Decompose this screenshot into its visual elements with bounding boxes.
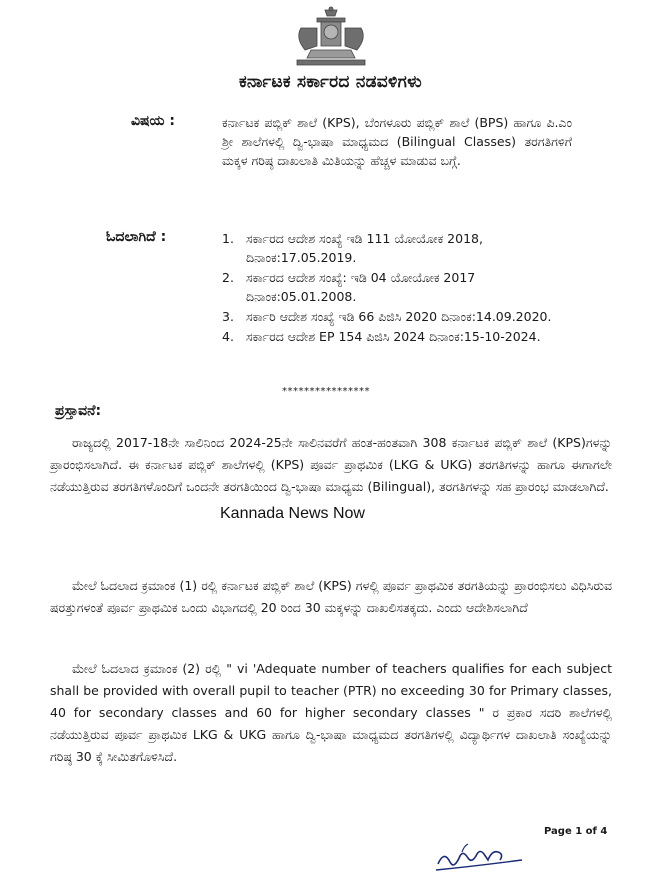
reference-item	[222, 327, 572, 346]
reference-number: 1.	[222, 231, 234, 246]
reference-text: ಸರ್ಕಾರದ ಆದೇಶ ಸಂಖ್ಯೆ: ಇಡಿ 04 ಯೋಯೋಕ 2017 ದಿನಾಂಕ:05.01.2008.	[246, 270, 476, 304]
preamble-heading: ಪ್ರಸ್ತಾವನೆ:	[55, 403, 102, 419]
reference-item	[222, 229, 572, 267]
reference-text: ಸರ್ಕಾರದ ಆದೇಶ ಸಂಖ್ಯೆ ಇಡಿ 111 ಯೋಯೋಕ 2018, ದಿನಾಂಕ:17.05.2019.	[246, 231, 483, 265]
reference-item	[222, 268, 572, 306]
reference-text: ಸರ್ಕಾರಿ ಆದೇಶ ಸಂಖ್ಯೆ ಇಡಿ 66 ಪಿಜಿಸಿ 2020 ದಿನಾಂಕ:14.09.2020.	[246, 309, 552, 324]
preamble-paragraph-1: ರಾಜ್ಯದಲ್ಲಿ 2017-18ನೇ ಸಾಲಿನಿಂದ 2024-25ನೇ ಸಾಲಿನವರೆಗೆ ಹಂತ-ಹಂತವಾಗಿ 308 ಕರ್ನಾಟಕ ಪಬ್ಲಿಕ್ ಶಾಲೆ (KPS)ಗಳನ್ನು ಪ್ರಾರಂಭಿಸಲಾಗಿದೆ. ಈ ಕರ್ನಾಟಕ ಪಬ್ಲಿಕ್ ಶಾಲೆಗಳಲ್ಲಿ (KPS) ಪೂರ್ವ ಪ್ರಾಥಮಿಕ (LKG & UKG) ತರಗತಿಗಳನ್ನು ಹಾಗೂ ಈಗಾಗಲೇ ನಡೆಯುತ್ತಿರುವ ತರಗತಿಗಳೊಂದಿಗೆ ಒಂದನೇ ತರಗತಿಯಿಂದ ದ್ವಿ-ಭಾಷಾ ಮಾಧ್ಯಮ (Bilingual), ತರಗತಿಗಳನ್ನು ಸಹ ಪ್ರಾರಂಭ ಮಾಡಲಾಗಿದೆ.	[50, 435, 612, 494]
separator-stars: ****************	[282, 386, 370, 397]
reference-number: 4.	[222, 329, 234, 344]
reference-number: 2.	[222, 270, 234, 285]
preamble-paragraph-3: ಮೇಲೆ ಓದಲಾದ ಕ್ರಮಾಂಕ (2) ರಲ್ಲಿ " vi 'Adequate number of teachers qualifies for each subject shall be provided with overall pupil to teacher (PTR) no exceeding 30 for Primary classes, 40 for secondary classes and 60 for higher secondary classes " ರ ಪ್ರಕಾರ ಸದರಿ ಶಾಲೆಗಳಲ್ಲಿ ನಡೆಯುತ್ತಿರುವ ಪೂರ್ವ ಪ್ರಾಥಮಿಕ LKG & UKG ಹಾಗೂ ದ್ವಿ-ಭಾಷಾ ಮಾಧ್ಯಮದ ತರಗತಿಗಳಲ್ಲಿ ವಿದ್ಯಾರ್ಥಿಗಳ ದಾಖಲಾತಿ ಸಂಖ್ಯೆಯನ್ನು ಗರಿಷ್ಠ 30 ಕ್ಕೆ ಸೀಮಿತಗೊಳಿಸಿದೆ.	[50, 661, 612, 764]
subject-label: ವಿಷಯ :	[131, 113, 176, 129]
state-emblem-icon	[287, 6, 375, 68]
references-list	[222, 229, 572, 347]
reference-text: ಸರ್ಕಾರದ ಆದೇಶ EP 154 ಪಿಜಿಸಿ 2024 ದಿನಾಂಕ:15-10-2024.	[246, 329, 541, 344]
preamble-paragraph-2: ಮೇಲೆ ಓದಲಾದ ಕ್ರಮಾಂಕ (1) ರಲ್ಲಿ ಕರ್ನಾಟಕ ಪಬ್ಲಿಕ್ ಶಾಲೆ (KPS) ಗಳಲ್ಲಿ ಪೂರ್ವ ಪ್ರಾಥಮಿಕ ತರಗತಿಯನ್ನು ಪ್ರಾರಂಭಿಸಲು ವಿಧಿಸಿರುವ ಷರತ್ತುಗಳಂತೆ ಪೂರ್ವ ಪ್ರಾಥಮಿಕ ಒಂದು ವಿಭಾಗದಲ್ಲಿ 20 ರಿಂದ 30 ಮಕ್ಕಳನ್ನು ದಾಖಲಿಸತಕ್ಕದು. ಎಂದು ಆದೇಶಿಸಲಾಗಿದೆ	[50, 578, 612, 615]
page-number: Page 1 of 4	[544, 826, 608, 837]
references-label: ಓದಲಾಗಿದೆ :	[106, 229, 167, 245]
reference-item	[222, 307, 572, 326]
subject-text: ಕರ್ನಾಟಕ ಪಬ್ಲಿಕ್ ಶಾಲೆ (KPS), ಬೆಂಗಳೂರು ಪಬ್ಲಿಕ್ ಶಾಲೆ (BPS) ಹಾಗೂ ಪಿ.ಎಂ ಶ್ರೀ ಶಾಲೆಗಳಲ್ಲಿ ದ್ವಿ-ಭಾಷಾ ಮಾಧ್ಯಮದ (Bilingual Classes) ತರಗತಿಗಳಿಗೆ ಮಕ್ಕಳ ಗರಿಷ್ಠ ದಾಖಲಾತಿ ಮಿತಿಯನ್ನು ಹೆಚ್ಚಳ ಮಾಡುವ ಬಗ್ಗೆ.	[222, 115, 572, 168]
watermark-text: Kannada News Now	[214, 503, 371, 525]
reference-number: 3.	[222, 309, 234, 324]
document-title: ಕರ್ನಾಟಕ ಸರ್ಕಾರದ ನಡವಳಿಗಳು	[238, 72, 423, 92]
signature-icon	[432, 840, 528, 876]
